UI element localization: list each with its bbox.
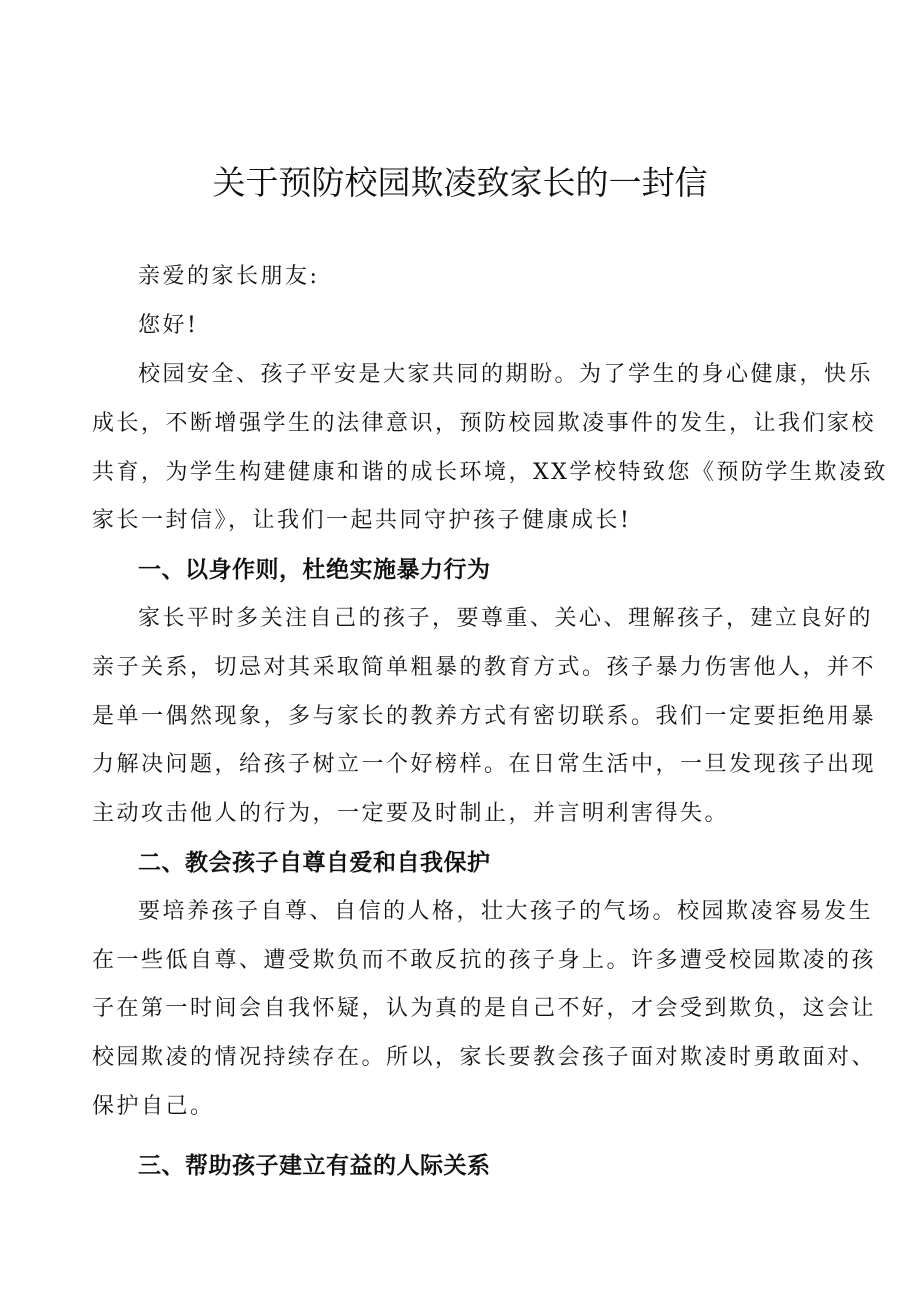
intro-line-4: 家长一封信》，让我们一起共同守护孩子健康成长! <box>92 508 632 533</box>
section-1-heading: 一、以身作则，杜绝实施暴力行为 <box>138 557 491 583</box>
greeting-line: 亲爱的家长朋友: <box>138 264 320 289</box>
section-1-line-2: 亲子关系，切忌对其采取简单粗暴的教育方式。孩子暴力伤害他人，并不 <box>92 655 877 680</box>
document-title: 关于预防校园欺凌致家长的一封信 <box>212 163 708 202</box>
section-1-line-5: 主动攻击他人的行为，一定要及时制止，并言明利害得失。 <box>92 801 730 826</box>
section-2-line-2: 在一些低自尊、遭受欺负而不敢反抗的孩子身上。许多遭受校园欺凌的孩 <box>92 948 877 973</box>
section-2-heading: 二、教会孩子自尊自爱和自我保护 <box>138 850 491 876</box>
section-2-line-4: 校园欺凌的情况持续存在。所以，家长要教会孩子面对欺凌时勇敢面对、 <box>92 1045 877 1070</box>
intro-line-3: 共育，为学生构建健康和谐的成长环境，XX学校特致您《预防学生欺凌致 <box>92 460 888 485</box>
section-2-line-5: 保护自己。 <box>92 1094 215 1119</box>
intro-line-2: 成长，不断增强学生的法律意识，预防校园欺凌事件的发生，让我们家校 <box>92 411 877 436</box>
section-2-line-1: 要培养孩子自尊、自信的人格，壮大孩子的气场。校园欺凌容易发生 <box>138 899 874 924</box>
intro-line-1: 校园安全、孩子平安是大家共同的期盼。为了学生的身心健康，快乐 <box>138 362 874 387</box>
section-1-line-3: 是单一偶然现象，多与家长的教养方式有密切联系。我们一定要拒绝用暴 <box>92 704 877 729</box>
salutation-line: 您好! <box>138 313 199 338</box>
section-3-heading: 三、帮助孩子建立有益的人际关系 <box>138 1153 491 1179</box>
section-1-line-4: 力解决问题，给孩子树立一个好榜样。在日常生活中，一旦发现孩子出现 <box>92 752 877 777</box>
section-2-line-3: 子在第一时间会自我怀疑，认为真的是自己不好，才会受到欺负，这会让 <box>92 996 877 1021</box>
section-1-line-1: 家长平时多关注自己的孩子，要尊重、关心、理解孩子，建立良好的 <box>138 606 874 631</box>
